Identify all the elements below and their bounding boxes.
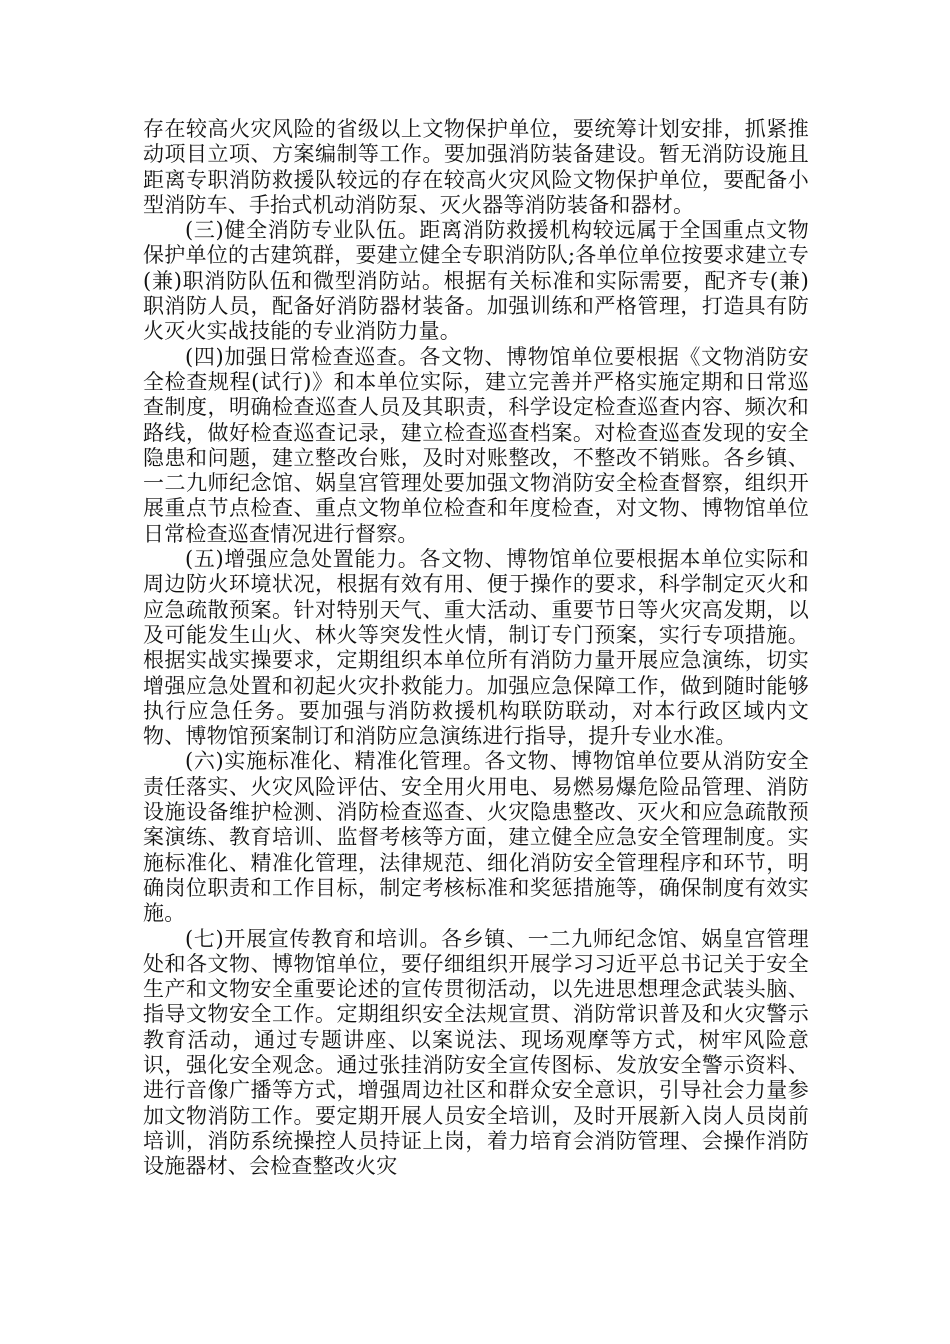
document-page: [143, 117, 809, 1179]
paragraph-section-6: (六)实施标准化、精准化管理。各文物、博物馆单位要从消防安全责任落实、火灾风险评估、安全用火用电、易燃易爆危险品管理、消防设施设备维护检测、消防检查巡查、火灾隐患整改、灭火和应急疏散预案演练、教育培训、监督考核等方面，建立健全应急安全管理制度。实施标准化、精准化管理，法律规范、细化消防安全管理程序和环节，明确岗位职责和工作目标，制定考核标准和奖惩措施等，确保制度有效实施。: [143, 749, 809, 926]
paragraph-section-7: (七)开展宣传教育和培训。各乡镇、一二九师纪念馆、娲皇宫管理处和各文物、博物馆单位，要仔细组织开展学习习近平总书记关于安全生产和文物安全重要论述的宣传贯彻活动，以先进思想理念武装头脑、指导文物安全工作。定期组织安全法规宣贯、消防常识普及和火灾警示教育活动，通过专题讲座、以案说法、现场观摩等方式，树牢风险意识，强化安全观念。通过张挂消防安全宣传图标、发放安全警示资料、进行音像广播等方式，增强周边社区和群众安全意识，引导社会力量参加文物消防工作。要定期开展人员安全培训，及时开展新入岗人员岗前培训，消防系统操控人员持证上岗，着力培育会消防管理、会操作消防设施器材、会检查整改火灾: [143, 926, 809, 1179]
paragraph-section-4: (四)加强日常检查巡查。各文物、博物馆单位要根据《文物消防安全检查规程(试行)》和本单位实际，建立完善并严格实施定期和日常巡查制度，明确检查巡查人员及其职责，科学设定检查巡查内容、频次和路线，做好检查巡查记录，建立检查巡查档案。对检查巡查发现的安全隐患和问题，建立整改台账，及时对账整改，不整改不销账。各乡镇、一二九师纪念馆、娲皇宫管理处要加强文物消防安全检查督察，组织开展重点节点检查、重点文物单位检查和年度检查，对文物、博物馆单位日常检查巡查情况进行督察。: [143, 344, 809, 546]
paragraph-section-3: (三)健全消防专业队伍。距离消防救援机构较远属于全国重点文物保护单位的古建筑群，要建立健全专职消防队;各单位单位按要求建立专(兼)职消防队伍和微型消防站。根据有关标准和实际需要，配齐专(兼)职消防人员，配备好消防器材装备。加强训练和严格管理，打造具有防火灭火实战技能的专业消防力量。: [143, 218, 809, 344]
paragraph-continued: 存在较高火灾风险的省级以上文物保护单位，要统筹计划安排，抓紧推动项目立项、方案编制等工作。要加强消防装备建设。暂无消防设施且距离专职消防救援队较远的存在较高火灾风险文物保护单位，要配备小型消防车、手抬式机动消防泵、灭火器等消防装备和器材。: [143, 117, 809, 217]
paragraph-section-5: (五)增强应急处置能力。各文物、博物馆单位要根据本单位实际和周边防火环境状况，根据有效有用、便于操作的要求，科学制定灭火和应急疏散预案。针对特别天气、重大活动、重要节日等火灾高发期，以及可能发生山火、林火等突发性火情，制订专门预案，实行专项措施。根据实战实操要求，定期组织本单位所有消防力量开展应急演练，切实增强应急处置和初起火灾扑救能力。加强应急保障工作，做到随时能够执行应急任务。要加强与消防救援机构联防联动，对本行政区域内文物、博物馆预案制订和消防应急演练进行指导，提升专业水准。: [143, 547, 809, 749]
